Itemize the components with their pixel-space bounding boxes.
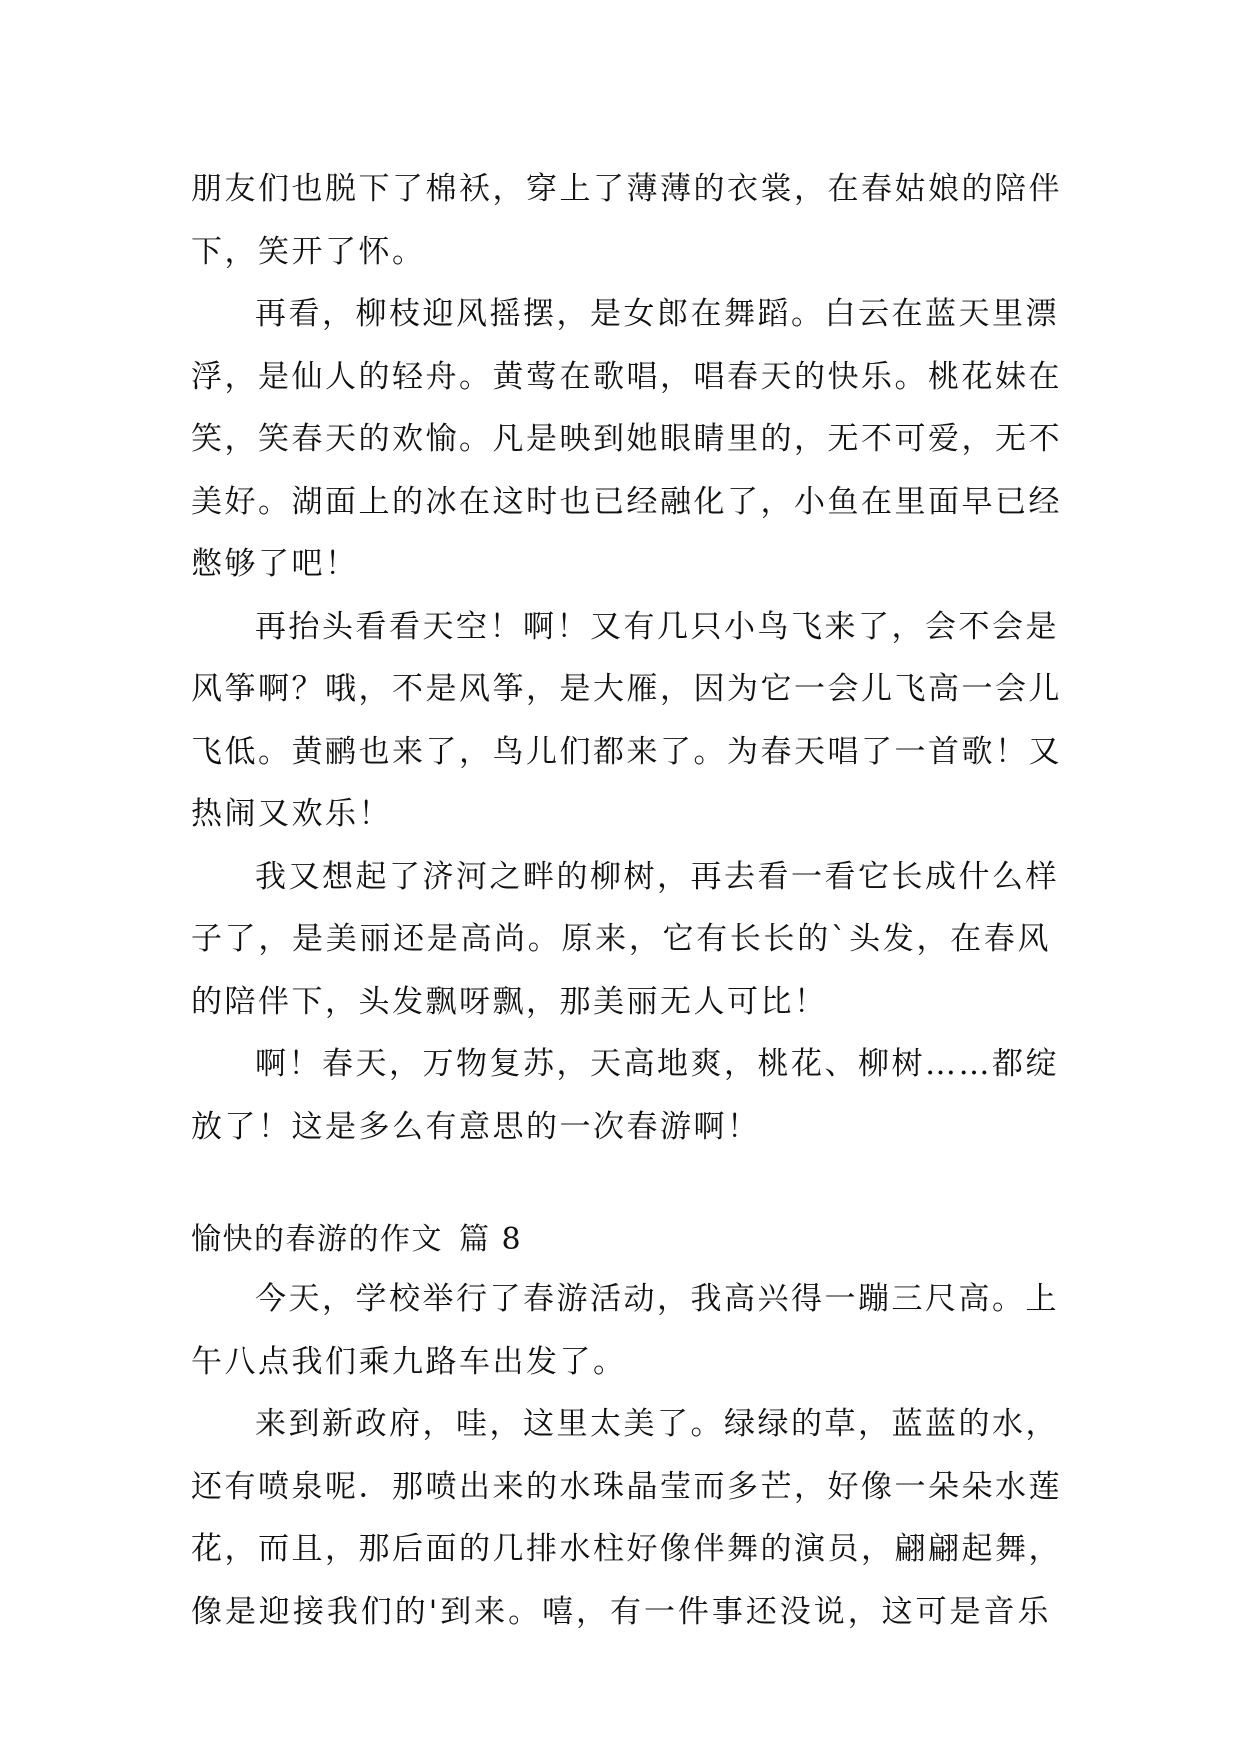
text-line: 来到新政府，哇，这里太美了。绿绿的草，蓝蓝的水， [255,1406,1059,1442]
text-line: 憋够了吧！ [191,546,359,582]
paragraph [191,1033,1059,1158]
text-line: 放了！这是多么有意思的一次春游啊！ [191,1108,761,1145]
text-line: 浮，是仙人的轻舟。黄莺在歌唱，唱春天的快乐。桃花妹在 [191,358,1062,395]
text-line: 像是迎接我们的'到来。嘻，有一件事还没说，这可是音乐 [191,1593,1051,1630]
paragraph [191,1268,1059,1393]
section-number: 篇 8 [459,1222,523,1257]
paragraph [191,596,1062,846]
section-title: 愉快的春游的作文 [191,1222,443,1257]
section-heading [191,1212,1051,1268]
text-line: 我又想起了济河之畔的柳树，再去看一看它长成什么样 [255,858,1059,895]
text-line: 风筝啊？哦，不是风筝，是大雁，因为它一会儿飞高一会儿 [191,671,1062,707]
text-line: 午八点我们乘九路车出发了。 [191,1343,627,1380]
text-line: 下，笑开了怀。 [191,233,426,270]
paragraph [191,846,1059,1034]
text-line: 花，而且，那后面的几排水柱好像伴舞的演员，翩翩起舞， [191,1531,1062,1567]
text-line: 飞低。黄鹂也来了，鸟儿们都来了。为春天唱了一首歌！又 [191,733,1062,770]
paragraph [191,158,1062,283]
text-line: 再抬头看看天空！啊！又有几只小鸟飞来了，会不会是 [255,608,1059,645]
text-line: 美好。湖面上的冰在这时也已经融化了，小鱼在里面早已经 [191,483,1062,520]
paragraph [191,1393,1062,1643]
text-line: 啊！春天，万物复苏，天高地爽，桃花、柳树……都绽 [255,1046,1059,1082]
text-line: 子了，是美丽还是高尚。原来，它有长长的`头发，在春风 [191,921,1051,957]
section-gap [191,1158,1051,1212]
text-line: 的陪伴下，头发飘呀飘，那美丽无人可比！ [191,983,828,1020]
text-line: 笑，笑春天的欢愉。凡是映到她眼睛里的，无不可爱，无不 [191,421,1062,457]
text-line: 再看，柳枝迎风摇摆，是女郎在舞蹈。白云在蓝天里漂 [255,296,1059,332]
document-body [191,158,1062,1643]
paragraph [191,283,1062,596]
text-line: 今天，学校举行了春游活动，我高兴得一蹦三尺高。上 [255,1281,1059,1317]
text-line: 朋友们也脱下了棉袄，穿上了薄薄的衣裳，在春姑娘的陪伴 [191,171,1062,207]
text-line: 还有喷泉呢．那喷出来的水珠晶莹而多芒，好像一朵朵水莲 [191,1468,1062,1505]
text-line: 热闹又欢乐！ [191,796,392,832]
